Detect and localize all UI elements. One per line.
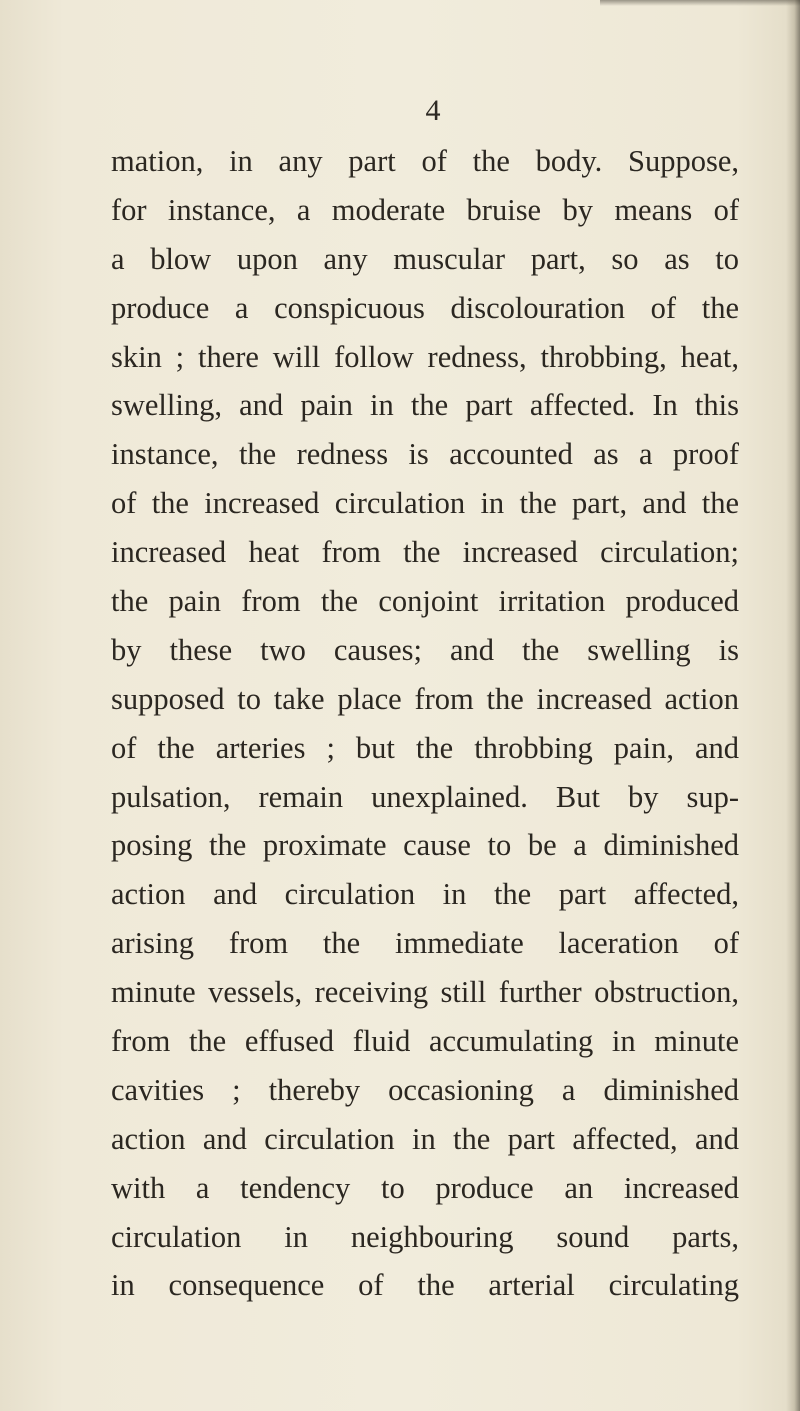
text-line: the pain from the conjoint irritation produced [111,584,739,619]
text-line: of the increased circulation in the part, and the [111,486,739,521]
text-line: posing the proximate cause to be a diminished [111,828,739,863]
page-edge-shadow-top [600,0,800,6]
text-line: swelling, and pain in the part affected. In this [111,388,739,423]
text-line: produce a conspicuous discolouration of the [111,290,739,325]
text-line: action and circulation in the part affected, and [111,1121,739,1156]
page-edge-shadow-right [786,0,800,1411]
page-number: 4 [425,94,441,127]
text-line: cavities ; thereby occasioning a diminished [111,1072,739,1107]
text-line: of the arteries ; but the throbbing pain, and [111,730,739,765]
text-line: from the effused fluid accumulating in minute [111,1024,739,1059]
text-line: arising from the immediate laceration of [111,926,739,961]
body-text [111,137,739,1310]
text-line: action and circulation in the part affected, [111,877,739,912]
text-line: with a tendency to produce an increased [111,1170,739,1205]
text-line: for instance, a moderate bruise by means of [111,192,739,227]
text-line: by these two causes; and the swelling is [111,632,739,667]
text-line: instance, the redness is accounted as a proof [111,437,739,472]
text-line: skin ; there will follow redness, throbbing, heat, [111,339,739,374]
text-line: increased heat from the increased circulation; [111,535,739,570]
text-line: pulsation, remain unexplained. But by sup- [111,779,739,814]
text-line: supposed to take place from the increased action [111,681,739,716]
text-line: a blow upon any muscular part, so as to [111,241,739,276]
text-line: minute vessels, receiving still further obstruction, [111,975,739,1010]
text-line: mation, in any part of the body. Suppose, [111,144,739,178]
text-line: circulation in neighbouring sound parts, [111,1219,739,1254]
text-line: in consequence of the arterial circulating [111,1268,739,1303]
